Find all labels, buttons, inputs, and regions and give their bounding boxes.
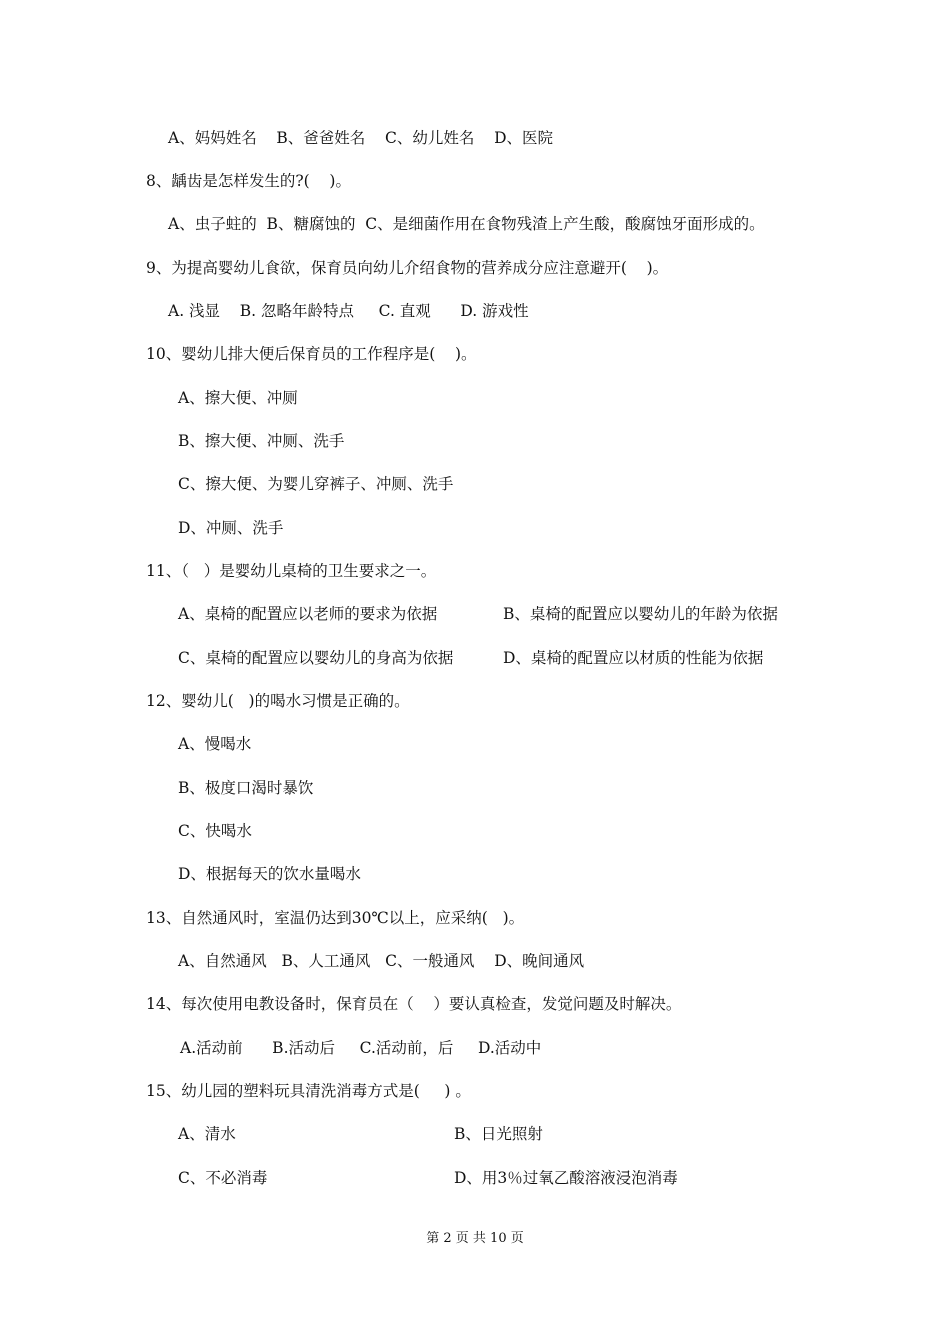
q15-option-a: A、清水	[178, 1125, 236, 1143]
q14-question: 14、每次使用电教设备时，保育员在（ ）要认真检查，发觉问题及时解决。	[146, 995, 682, 1013]
q10-option-d: D、冲厕、洗手	[178, 519, 284, 537]
q11-option-c: C、桌椅的配置应以婴幼儿的身高为依据	[178, 649, 454, 667]
q10-option-c: C、擦大便、为婴儿穿裤子、冲厕、洗手	[178, 475, 454, 493]
q11-option-b: B、桌椅的配置应以婴幼儿的年龄为依据	[503, 605, 778, 623]
q8-options: A、虫子蛀的 B、糖腐蚀的 C、是细菌作用在食物残渣上产生酸，酸腐蚀牙面形成的。	[168, 215, 765, 233]
q14-options: A.活动前 B.活动后 C.活动前，后 D.活动中	[180, 1039, 542, 1057]
q15-option-c: C、不必消毒	[178, 1169, 268, 1187]
q12-option-d: D、根据每天的饮水量喝水	[178, 865, 361, 883]
page-number-footer: 第 2 页 共 10 页	[426, 1231, 524, 1246]
q15-option-d: D、用3％过氧乙酸溶液浸泡消毒	[454, 1169, 678, 1187]
q11-option-d: D、桌椅的配置应以材质的性能为依据	[503, 649, 764, 667]
q15-question: 15、幼儿园的塑料玩具清洗消毒方式是( ) 。	[146, 1082, 471, 1100]
q10-option-b: B、擦大便、冲厕、洗手	[178, 432, 345, 450]
q12-option-c: C、快喝水	[178, 822, 252, 840]
q9-options: A. 浅显 B. 忽略年龄特点 C. 直观 D. 游戏性	[168, 302, 529, 320]
q7-options: A、妈妈姓名 B、爸爸姓名 C、幼儿姓名 D、医院	[168, 129, 553, 147]
q13-question: 13、自然通风时，室温仍达到30℃以上，应采纳( )。	[146, 909, 525, 927]
q9-question: 9、为提高婴幼儿食欲，保育员向幼儿介绍食物的营养成分应注意避开( )。	[146, 259, 669, 277]
q13-options: A、自然通风 B、人工通风 C、一般通风 D、晚间通风	[178, 952, 585, 970]
q15-option-b: B、日光照射	[454, 1125, 543, 1143]
q12-option-a: A、慢喝水	[178, 735, 252, 753]
q12-option-b: B、极度口渴时暴饮	[178, 779, 314, 797]
q10-question: 10、婴幼儿排大便后保育员的工作程序是( )。	[146, 345, 477, 363]
q12-question: 12、婴幼儿( )的喝水习惯是正确的。	[146, 692, 410, 710]
q10-option-a: A、擦大便、冲厕	[178, 389, 298, 407]
q11-question: 11、（ ）是婴幼儿桌椅的卫生要求之一。	[146, 562, 437, 580]
q8-question: 8、龋齿是怎样发生的?( )。	[146, 172, 351, 190]
q11-option-a: A、桌椅的配置应以老师的要求为依据	[178, 605, 438, 623]
